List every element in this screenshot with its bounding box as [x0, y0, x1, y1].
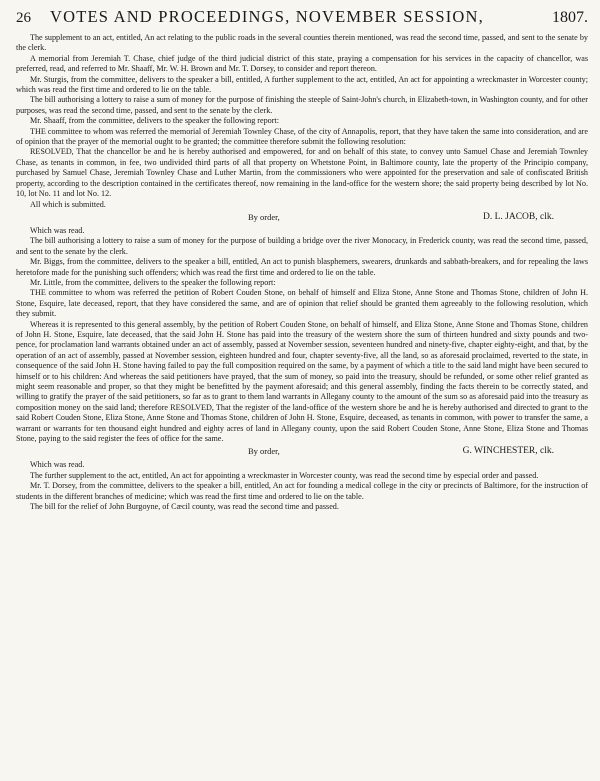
paragraph: All which is submitted. [30, 199, 106, 209]
paragraph: Which was read. [30, 225, 85, 235]
paragraph: The bill for the relief of John Burgoyne, of Cæcil county, was read the second time and passed. [30, 502, 339, 512]
signature-block [16, 212, 588, 223]
paragraph: The supplement to an act, entitled, An act relating to the public roads in the several counties therein mentioned, was read the second time, passed, and sent to the senate by the clerk. [16, 33, 588, 53]
by-order-label: By order, [248, 446, 280, 457]
paragraph: Mr. Little, from the committee, delivers to the speaker the following report: [30, 277, 276, 287]
paragraph: RESOLVED, That the chancellor be and he is hereby authorised and empowered, for and on behalf of this state, to convey unto Samuel Chase and Jeremiah Townley Chase, as tenants in common, in fee, two undivided third parts of all that property on Whetstone Point, in Baltimore county, late the property of the Principio company, purchased by Samuel Chase, Jeremiah Townley Chase and Luther Martin, from the commissioners who were appointed for the preservation and sale of confiscated British property, according to the description contained in the certificates thereof, now remaining in the land-office for the western shore; the said property being described by lot No. 10, lot No. 11 and lot No. 12. [16, 147, 588, 199]
clerk-name: G. WINCHESTER, clk. [462, 446, 554, 457]
paragraph: THE committee to whom was referred the petition of Robert Couden Stone, on behalf of himself and Eliza Stone, Anne Stone and Thomas Stone, children of John H. Stone, Esquire, late deceased, report, that they have considered the same, and are of opinion that relief should be granted them agreeably to the following resolution, which they submit. [16, 288, 588, 319]
document-body [16, 33, 588, 512]
by-order-label: By order, [248, 211, 280, 222]
session-year: 1807. [552, 9, 588, 26]
paragraph: Which was read. [30, 460, 85, 470]
paragraph: Whereas it is represented to this general assembly, by the petition of Robert Couden Stone, on behalf of himself, and Eliza Stone, Anne Stone and Thomas Stone, children of John H. Stone, Esquire, late deceased, that the said John H. Stone has paid into the treasury of the western shore the sum of thirteen hundred and sixty pounds and two-pence, for proclamation land warrants obtained under an act of assembly, passed at November session, seventeen hundred and ninety-five, chapter eighty-eight, and that, by the operation of an act of assembly, passed at November session, eighteen hundred and four, chapter seventy-five, all the land, so as aforesaid proclaimed, reverted to the state, in consequence of the said John H. Stone having failed to pay the full composition required on the same, by a payment of which a title to the said land might have been secured to himself or to his children: And whereas the said petitioners have prayed, that the sum of money, so paid into the treasury, should be refunded, or some other relief granted as might seem reasonable and proper, so that they might be benefitted by the payment aforesaid; and this general assembly, finding the facts therein to be correctly stated, and willing to gratify the prayer of the said petitioners, so far as to grant to them land warrants in Allegany county to the amount of the sum so as aforesaid paid into the treasury as composition money on the said land; therefore RESOLVED, That the register of the land-office of the western shore be and he is hereby authorised and directed to grant to the said Robert Couden Stone, Eliza Stone, Anne Stone and Thomas Stone, children of John H. Stone, Esquire, deceased, as tenants in common, with power to transfer the same, a warrant or warrants for ten thousand eight hundred and eighty acres of land in Allegany county, upon the said Robert Couden Stone, Anne Stone, Eliza Stone and Thomas Stone, paying to the said register the fees of office for the same. [16, 319, 588, 444]
paragraph: The further supplement to the act, entitled, An act for appointing a wreckmaster in Worcester county, was read the second time by especial order and passed. [30, 470, 539, 480]
page-header [16, 6, 588, 29]
paragraph: The bill authorising a lottery to raise a sum of money for the purpose of building a bridge over the river Monocacy, in Frederick county, was read the second time, passed, and sent to the senate by the clerk. [16, 236, 588, 256]
paragraph: Mr. Biggs, from the committee, delivers to the speaker a bill, entitled, An act to punish blasphemers, swearers, drunkards and sabbath-breakers, and for repealing the laws heretofore made for the punishing such offenders; which was read the first time and ordered to lie on the table. [16, 257, 588, 277]
paragraph: A memorial from Jeremiah T. Chase, chief judge of the third judicial district of this state, praying a compensation for his services in the capacity of chancellor, was preferred, read, and referred to Mr. Shaaff, Mr. W. H. Brown and Mr. T. Dorsey, to consider and report thereon. [16, 53, 588, 74]
paragraph: Mr. Sturgis, from the committee, delivers to the speaker a bill, entitled, A further supplement to the act, entitled, An act for appointing a wreckmaster in Worcester county; which was read the first time and ordered to lie on the table. [16, 74, 588, 95]
signature-block [16, 446, 588, 457]
running-title: VOTES AND PROCEEDINGS, NOVEMBER SESSION, [50, 7, 484, 26]
paragraph: THE committee to whom was referred the memorial of Jeremiah Townley Chase, of the city of Annapolis, report, that they have taken the same into consideration, and are of opinion that the prayer of the memorial ought to be granted; the committee therefore submit the following resolution: [16, 126, 588, 147]
paragraph: Mr. Shaaff, from the committee, delivers to the speaker the following report: [30, 116, 279, 126]
paragraph: Mr. T. Dorsey, from the committee, delivers to the speaker a bill, entitled, An act for founding a medical college in the city or precincts of Baltimore, for the instruction of students in the different branches of medicine; which was read the first time and ordered to lie on the table. [16, 481, 588, 501]
page-number: 26 [16, 10, 31, 26]
paragraph: The bill authorising a lottery to raise a sum of money for the purpose of finishing the steeple of Saint-John's church, in Elizabeth-town, in Washington county, and for other purposes, was read the second time, passed, and sent to the senate by the clerk. [16, 95, 588, 115]
clerk-name: D. L. JACOB, clk. [483, 211, 554, 222]
